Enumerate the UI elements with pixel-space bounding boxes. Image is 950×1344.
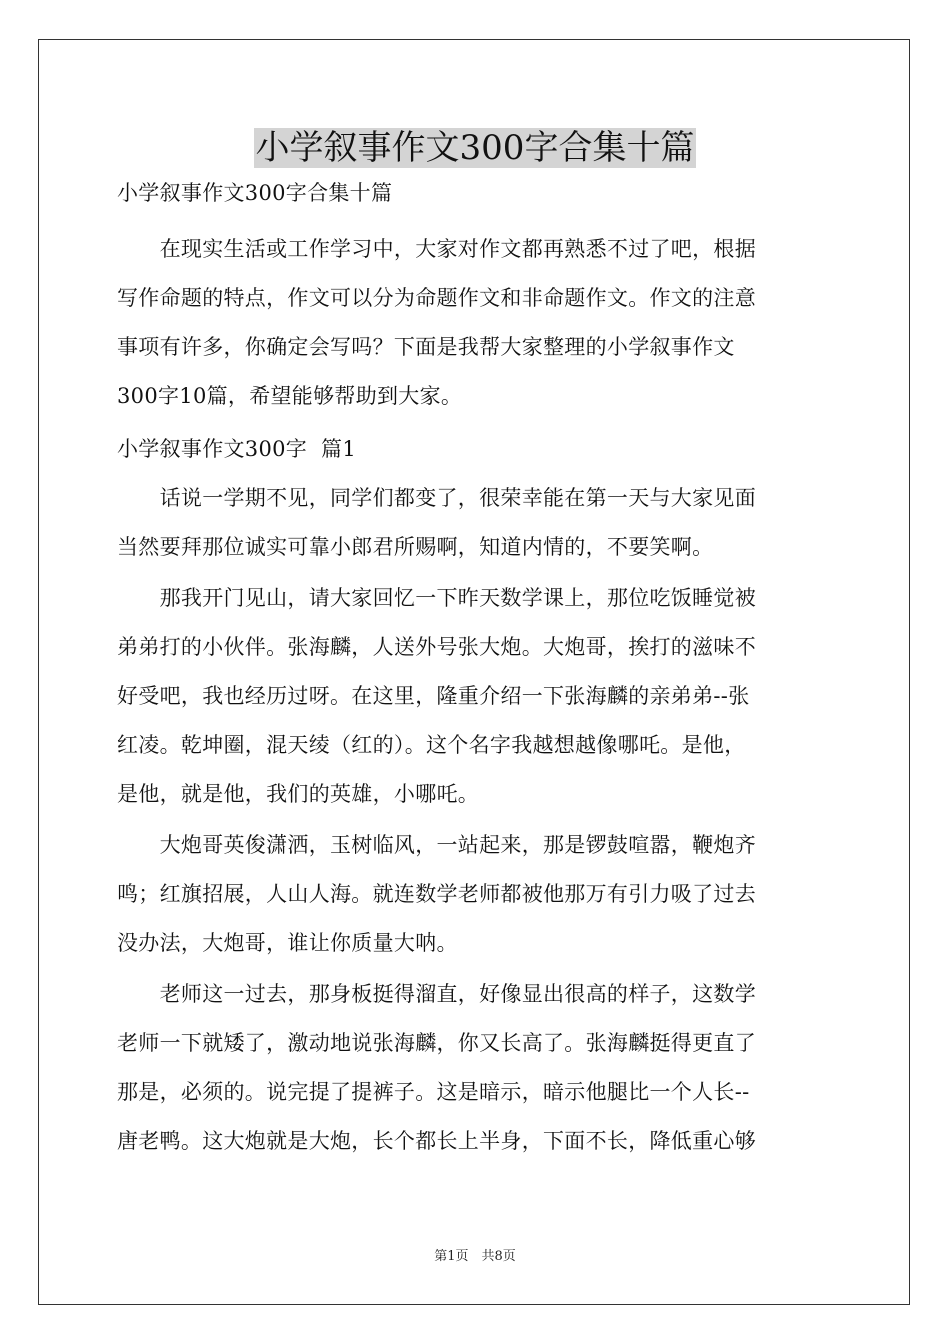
body-line: 鸣；红旗招展，人山人海。就连数学老师都被他那万有引力吸了过去 bbox=[117, 882, 756, 906]
body-line: 弟弟打的小伙伴。张海麟，人送外号张大炮。大炮哥，挨打的滋味不 bbox=[117, 635, 756, 659]
document-title-text: 小学叙事作文300字合集十篇 bbox=[255, 128, 695, 168]
body-line: 那我开门见山，请大家回忆一下昨天数学课上，那位吃饭睡觉被 bbox=[117, 586, 756, 610]
body-line: 事项有许多，你确定会写吗？下面是我帮大家整理的小学叙事作文 bbox=[117, 335, 735, 359]
subtitle-line: 小学叙事作文300字合集十篇 bbox=[117, 181, 393, 205]
body-line: 当然要拜那位诚实可靠小郎君所赐啊，知道内情的，不要笑啊。 bbox=[117, 535, 714, 559]
body-line: 写作命题的特点，作文可以分为命题作文和非命题作文。作文的注意 bbox=[117, 286, 756, 310]
page-number: 第1页 共8页 bbox=[434, 1249, 516, 1264]
body-line: 那是，必须的。说完提了提裤子。这是暗示，暗示他腿比一个人长-- bbox=[117, 1080, 750, 1104]
section-heading: 小学叙事作文300字 篇1 bbox=[117, 437, 356, 461]
body-line: 话说一学期不见，同学们都变了，很荣幸能在第一天与大家见面 bbox=[117, 486, 756, 510]
body-line: 好受吧，我也经历过呀。在这里，隆重介绍一下张海麟的亲弟弟--张 bbox=[117, 684, 750, 708]
body-line: 老师一下就矮了，激动地说张海麟，你又长高了。张海麟挺得更直了 bbox=[117, 1031, 756, 1055]
document-title bbox=[0, 126, 950, 170]
body-line: 唐老鸭。这大炮就是大炮，长个都长上半身，下面不长，降低重心够 bbox=[117, 1129, 756, 1153]
body-line: 老师这一过去，那身板挺得溜直，好像显出很高的样子，这数学 bbox=[117, 982, 756, 1006]
body-line: 没办法，大炮哥，谁让你质量大呐。 bbox=[117, 931, 458, 955]
body-line: 红凌。乾坤圈，混天绫（红的）。这个名字我越想越像哪吒。是他， bbox=[117, 733, 746, 757]
body-line: 在现实生活或工作学习中，大家对作文都再熟悉不过了吧，根据 bbox=[117, 237, 756, 261]
body-line: 大炮哥英俊潇洒，玉树临风，一站起来，那是锣鼓喧嚣，鞭炮齐 bbox=[117, 833, 756, 857]
page-border bbox=[38, 39, 910, 1305]
body-line: 是他，就是他，我们的英雄，小哪吒。 bbox=[117, 782, 480, 806]
body-line: 300字10篇，希望能够帮助到大家。 bbox=[117, 384, 463, 408]
page-footer bbox=[0, 1245, 950, 1264]
